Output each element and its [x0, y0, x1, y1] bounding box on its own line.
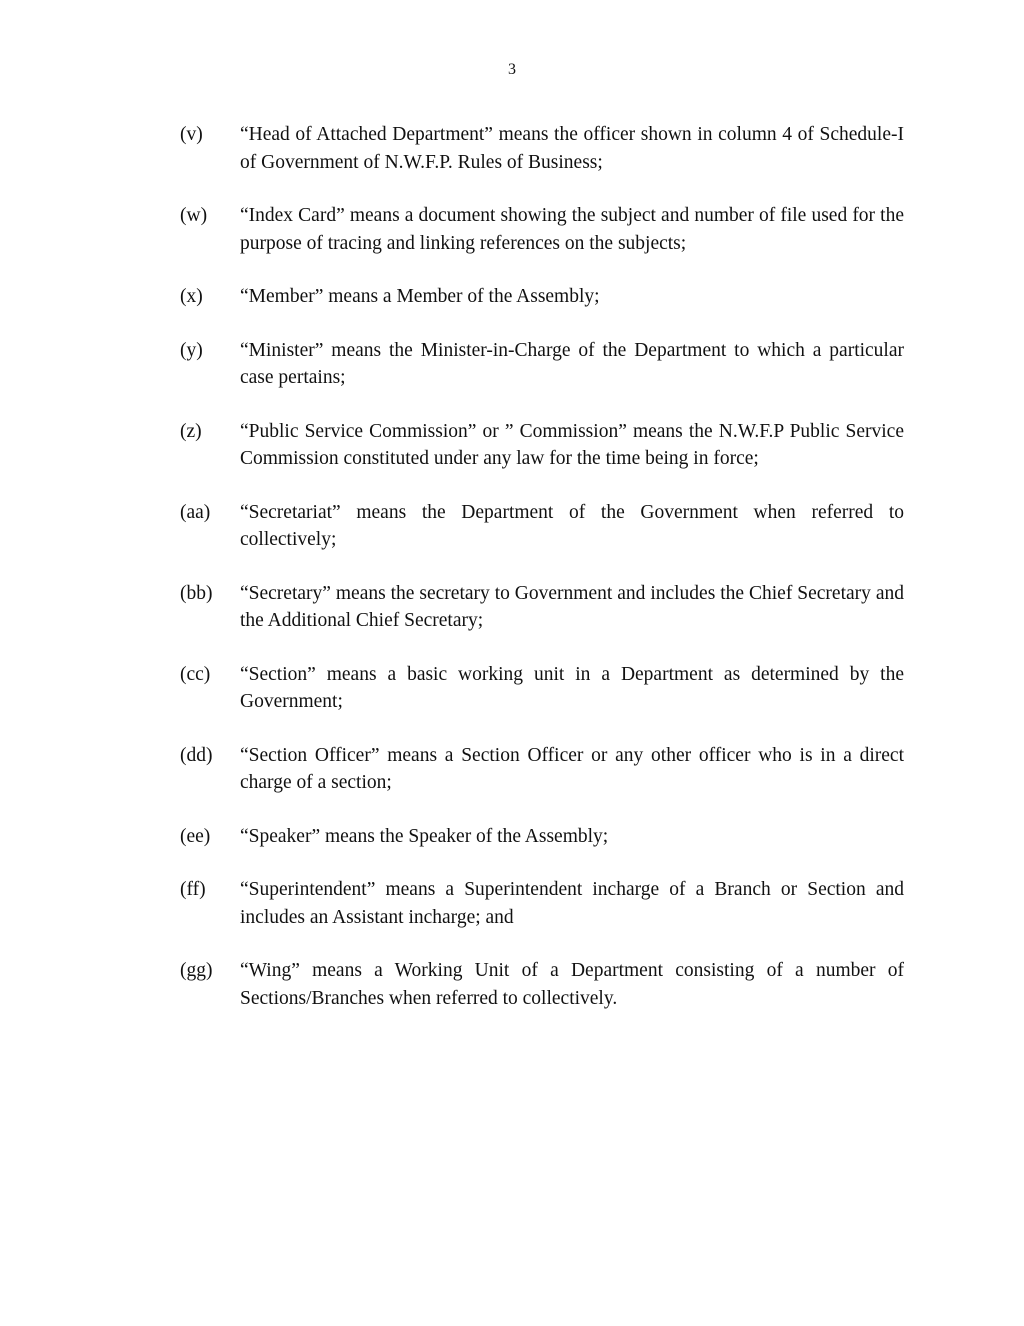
definition-text: “Speaker” means the Speaker of the Assembly; [240, 825, 609, 847]
definition-label: (w) [180, 205, 208, 226]
definition-item [180, 499, 904, 554]
definition-item [180, 121, 904, 176]
definition-item [180, 337, 904, 392]
definition-item [180, 957, 904, 1012]
definition-text: “Public Service Commission” or ” Commission” means the N.W.F.P Public Service Commission constituted under any law for the time being in force; [240, 420, 904, 469]
definition-text: “Member” means a Member of the Assembly; [240, 286, 600, 307]
definition-text: “Minister” means the Minister-in-Charge of the Department to which a particular case pertains; [240, 339, 904, 388]
definition-label: (x) [180, 286, 203, 307]
definition-item [180, 580, 904, 635]
definition-label: (z) [180, 420, 202, 442]
definition-item [180, 283, 904, 311]
definition-label: (ee) [180, 825, 211, 847]
definition-label: (gg) [180, 960, 213, 981]
definition-label: (aa) [180, 501, 211, 523]
definition-text: “Index Card” means a document showing the subject and number of file used for the purpose of tracing and linking references on the subjects; [240, 205, 904, 254]
page-number: 3 [508, 61, 516, 78]
definition-label: (bb) [180, 582, 213, 604]
definition-text: “Secretariat” means the Department of the Government when referred to collectively; [240, 501, 904, 550]
definition-text: “Head of Attached Department” means the officer shown in column 4 of Schedule-I of Government of N.W.F.P. Rules of Business; [240, 124, 904, 173]
definition-text: “Wing” means a Working Unit of a Department consisting of a number of Sections/Branches when referred to collectively. [240, 960, 904, 1009]
definition-item [180, 661, 904, 716]
definition-item [180, 823, 904, 851]
definition-label: (y) [180, 339, 203, 361]
definition-text: “Section” means a basic working unit in a Department as determined by the Government; [240, 663, 904, 712]
definition-label: (ff) [180, 879, 206, 900]
definition-label: (v) [180, 124, 203, 145]
definition-text: “Secretary” means the secretary to Government and includes the Chief Secretary and the Additional Chief Secretary; [240, 582, 904, 631]
definition-text: “Section Officer” means a Section Officer or any other officer who is in a direct charge of a section; [240, 744, 904, 793]
definition-label: (cc) [180, 663, 211, 685]
definition-item [180, 742, 904, 797]
definitions-list [180, 121, 904, 1038]
definition-item [180, 202, 904, 257]
definition-label: (dd) [180, 744, 213, 766]
definition-item [180, 418, 904, 473]
definition-text: “Superintendent” means a Superintendent incharge of a Branch or Section and includes an Assistant incharge; and [240, 879, 904, 928]
definition-item [180, 876, 904, 931]
